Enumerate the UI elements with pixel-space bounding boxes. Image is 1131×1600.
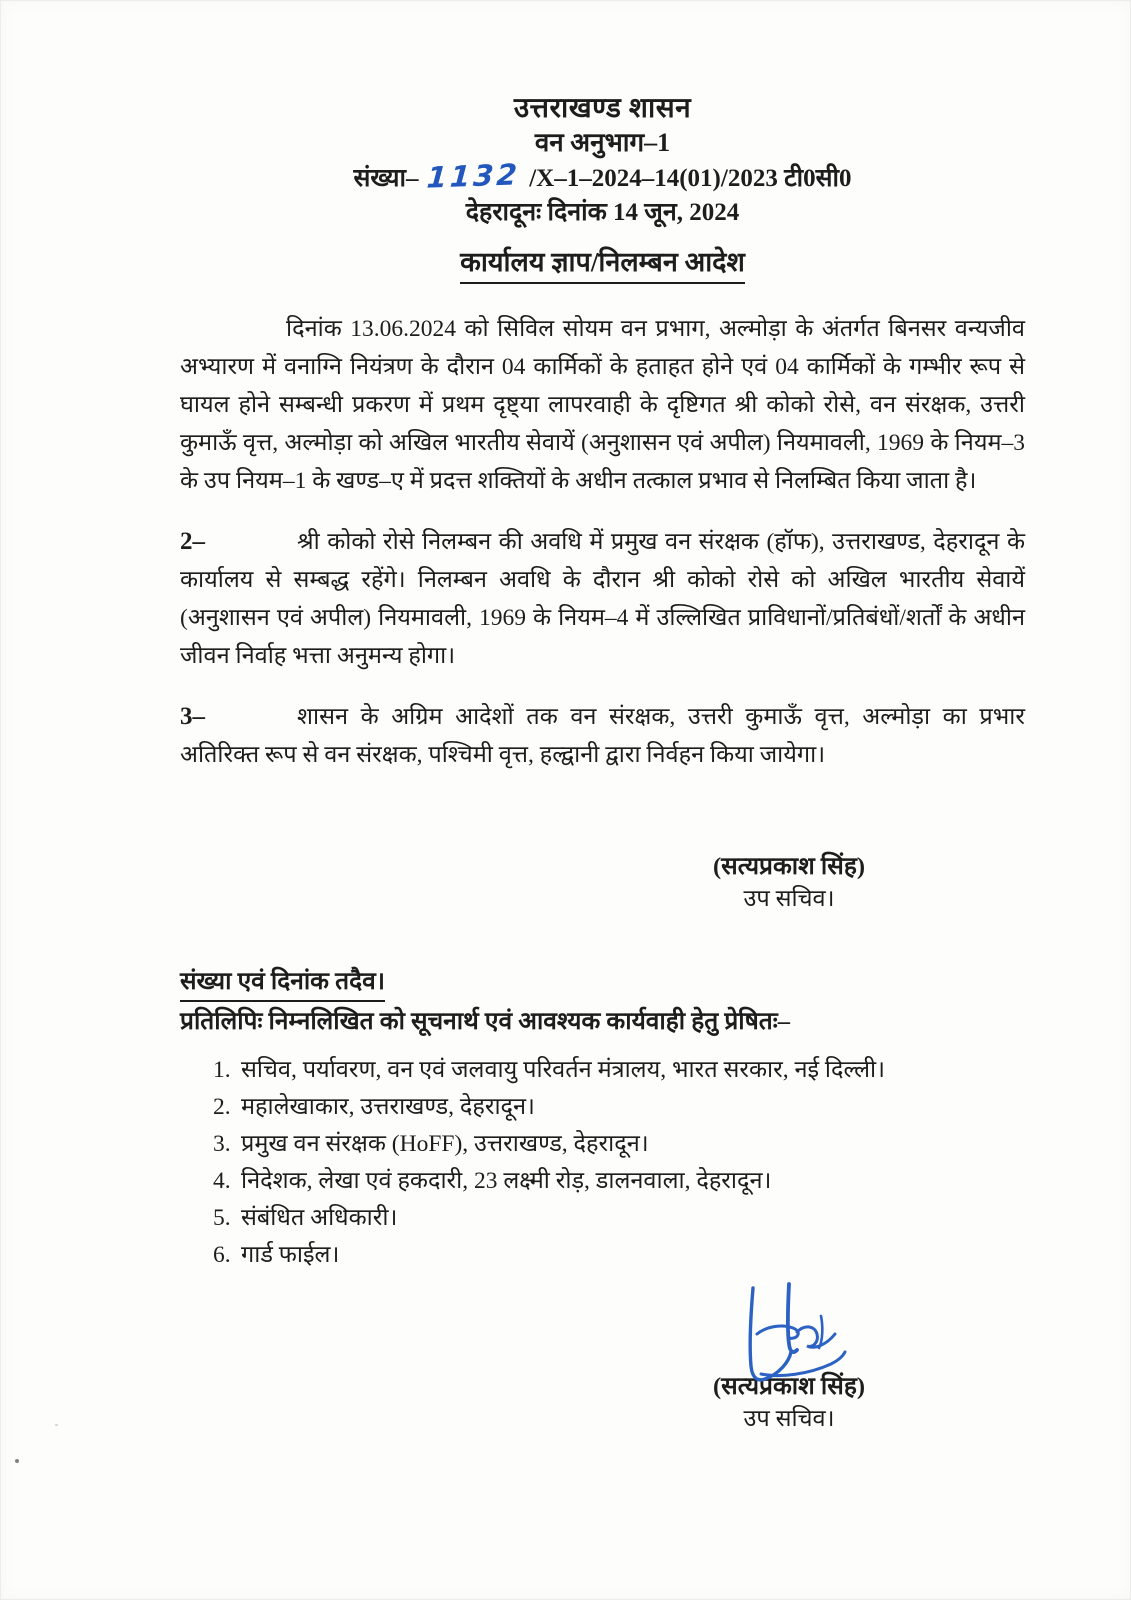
ref-line: संख्या एवं दिनांक तदैव। xyxy=(180,966,385,1002)
list-item-text: महालेखाकार, उत्तराखण्ड, देहरादून। xyxy=(241,1094,535,1120)
place-date-line: देहरादूनः दिनांक 14 जून, 2024 xyxy=(465,199,740,226)
list-item-number: 1. xyxy=(213,1057,231,1083)
signatory-name-upper: (सत्यप्रकाश सिंह) xyxy=(713,853,865,880)
document-title-wrap xyxy=(180,242,1025,284)
list-item-number: 3. xyxy=(213,1131,231,1157)
handwritten-signature-ink xyxy=(669,1282,909,1386)
document-header xyxy=(180,92,1025,284)
reference-number-prefix: संख्या– xyxy=(353,165,419,192)
scan-speck xyxy=(15,1459,19,1463)
paragraph-3-number: 3– xyxy=(180,703,205,730)
list-item-text: संबंधित अधिकारी। xyxy=(241,1205,398,1231)
list-item xyxy=(180,1126,1025,1163)
list-item-text: प्रमुख वन संरक्षक (HoFF), उत्तराखण्ड, देहरादून। xyxy=(241,1131,649,1157)
list-item xyxy=(180,1163,1025,1200)
paragraph-1-text: दिनांक 13.06.2024 को सिविल सोयम वन प्रभाग, अल्मोड़ा के अंतर्गत बिनसर वन्यजीव अभ्यारण में वनाग्नि नियंत्रण के दौरान 04 कार्मिकों के हताहत होने एवं 04 कार्मिकों के गम्भीर रूप से घायल होने सम्बन्धी प्रकरण में प्रथम दृष्ट्या लापरवाही के दृष्टिगत श्री कोको रोसे, वन संरक्षक, उत्तरी कुमाऊँ वृत्त, अल्मोड़ा को अखिल भारतीय सेवायें (अनुशासन एवं अपील) नियमावली, 1969 के नियम–3 के उप नियम–1 के खण्ड–ए में प्रदत्त शक्तियों के अधीन तत्काल प्रभाव से निलम्बित किया जाता है। xyxy=(180,316,1025,494)
paragraph-2 xyxy=(180,523,1025,675)
list-item-number: 5. xyxy=(213,1205,231,1231)
list-item-number: 6. xyxy=(213,1242,231,1268)
signatory-name-lower: (सत्यप्रकाश सिंह) xyxy=(713,1373,865,1400)
ref-line-wrap xyxy=(180,966,1025,1002)
paragraph-3 xyxy=(180,698,1025,774)
signatory-title-lower: उप सचिव। xyxy=(743,1406,835,1432)
reference-number-line xyxy=(180,159,1025,196)
document-content xyxy=(180,92,1025,1436)
copy-line: प्रतिलिपिः निम्नलिखित को सूचनार्थ एवं आवश्यक कार्यवाही हेतु प्रेषितः– xyxy=(180,1008,790,1035)
list-item-number: 4. xyxy=(213,1168,231,1194)
list-item-text: निदेशक, लेखा एवं हकदारी, 23 लक्ष्मी रोड़, डालनवाला, देहरादून। xyxy=(241,1168,772,1194)
list-item xyxy=(180,1237,1025,1274)
document-title: कार्यालय ज्ञाप/निलम्बन आदेश xyxy=(460,242,745,284)
list-item xyxy=(180,1052,1025,1089)
department-name: वन अनुभाग–1 xyxy=(534,128,671,157)
list-item xyxy=(180,1200,1025,1237)
paragraph-1 xyxy=(180,310,1025,500)
signature-block-upper xyxy=(669,850,909,916)
signature-block-lower xyxy=(669,1282,909,1436)
list-item-text: गार्ड फाईल। xyxy=(241,1242,340,1268)
paragraph-3-text: शासन के अग्रिम आदेशों तक वन संरक्षक, उत्तरी कुमाऊँ वृत्त, अल्मोड़ा का प्रभार अतिरिक्त रूप से वन संरक्षक, पश्चिमी वृत्त, हल्द्वानी द्वारा निर्वहन किया जायेगा। xyxy=(180,704,1025,768)
government-name: उत्तराखण्ड शासन xyxy=(513,93,692,124)
reference-number-suffix: /X–1–2024–14(01)/2023 टी0सी0 xyxy=(529,165,852,192)
handwritten-number: 1132 xyxy=(425,157,521,195)
recipient-list xyxy=(180,1052,1025,1274)
list-item xyxy=(180,1089,1025,1126)
list-item-number: 2. xyxy=(213,1094,231,1120)
signatory-title-upper: उप सचिव। xyxy=(743,886,835,912)
paragraph-2-text: श्री कोको रोसे निलम्बन की अवधि में प्रमुख वन संरक्षक (हॉफ), उत्तराखण्ड, देहरादून के कार्यालय से सम्बद्ध रहेंगे। निलम्बन अवधि के दौरान श्री कोको रोसे को अखिल भारतीय सेवायें (अनुशासन एवं अपील) नियमावली, 1969 के नियम–4 में उल्लिखित प्राविधानों/प्रतिबंधों/शर्तों के अधीन जीवन निर्वाह भत्ता अनुमन्य होगा। xyxy=(180,529,1025,669)
paragraph-2-number: 2– xyxy=(180,528,205,555)
list-item-text: सचिव, पर्यावरण, वन एवं जलवायु परिवर्तन मंत्रालय, भारत सरकार, नई दिल्ली। xyxy=(241,1057,886,1083)
scan-speck xyxy=(55,1424,58,1426)
